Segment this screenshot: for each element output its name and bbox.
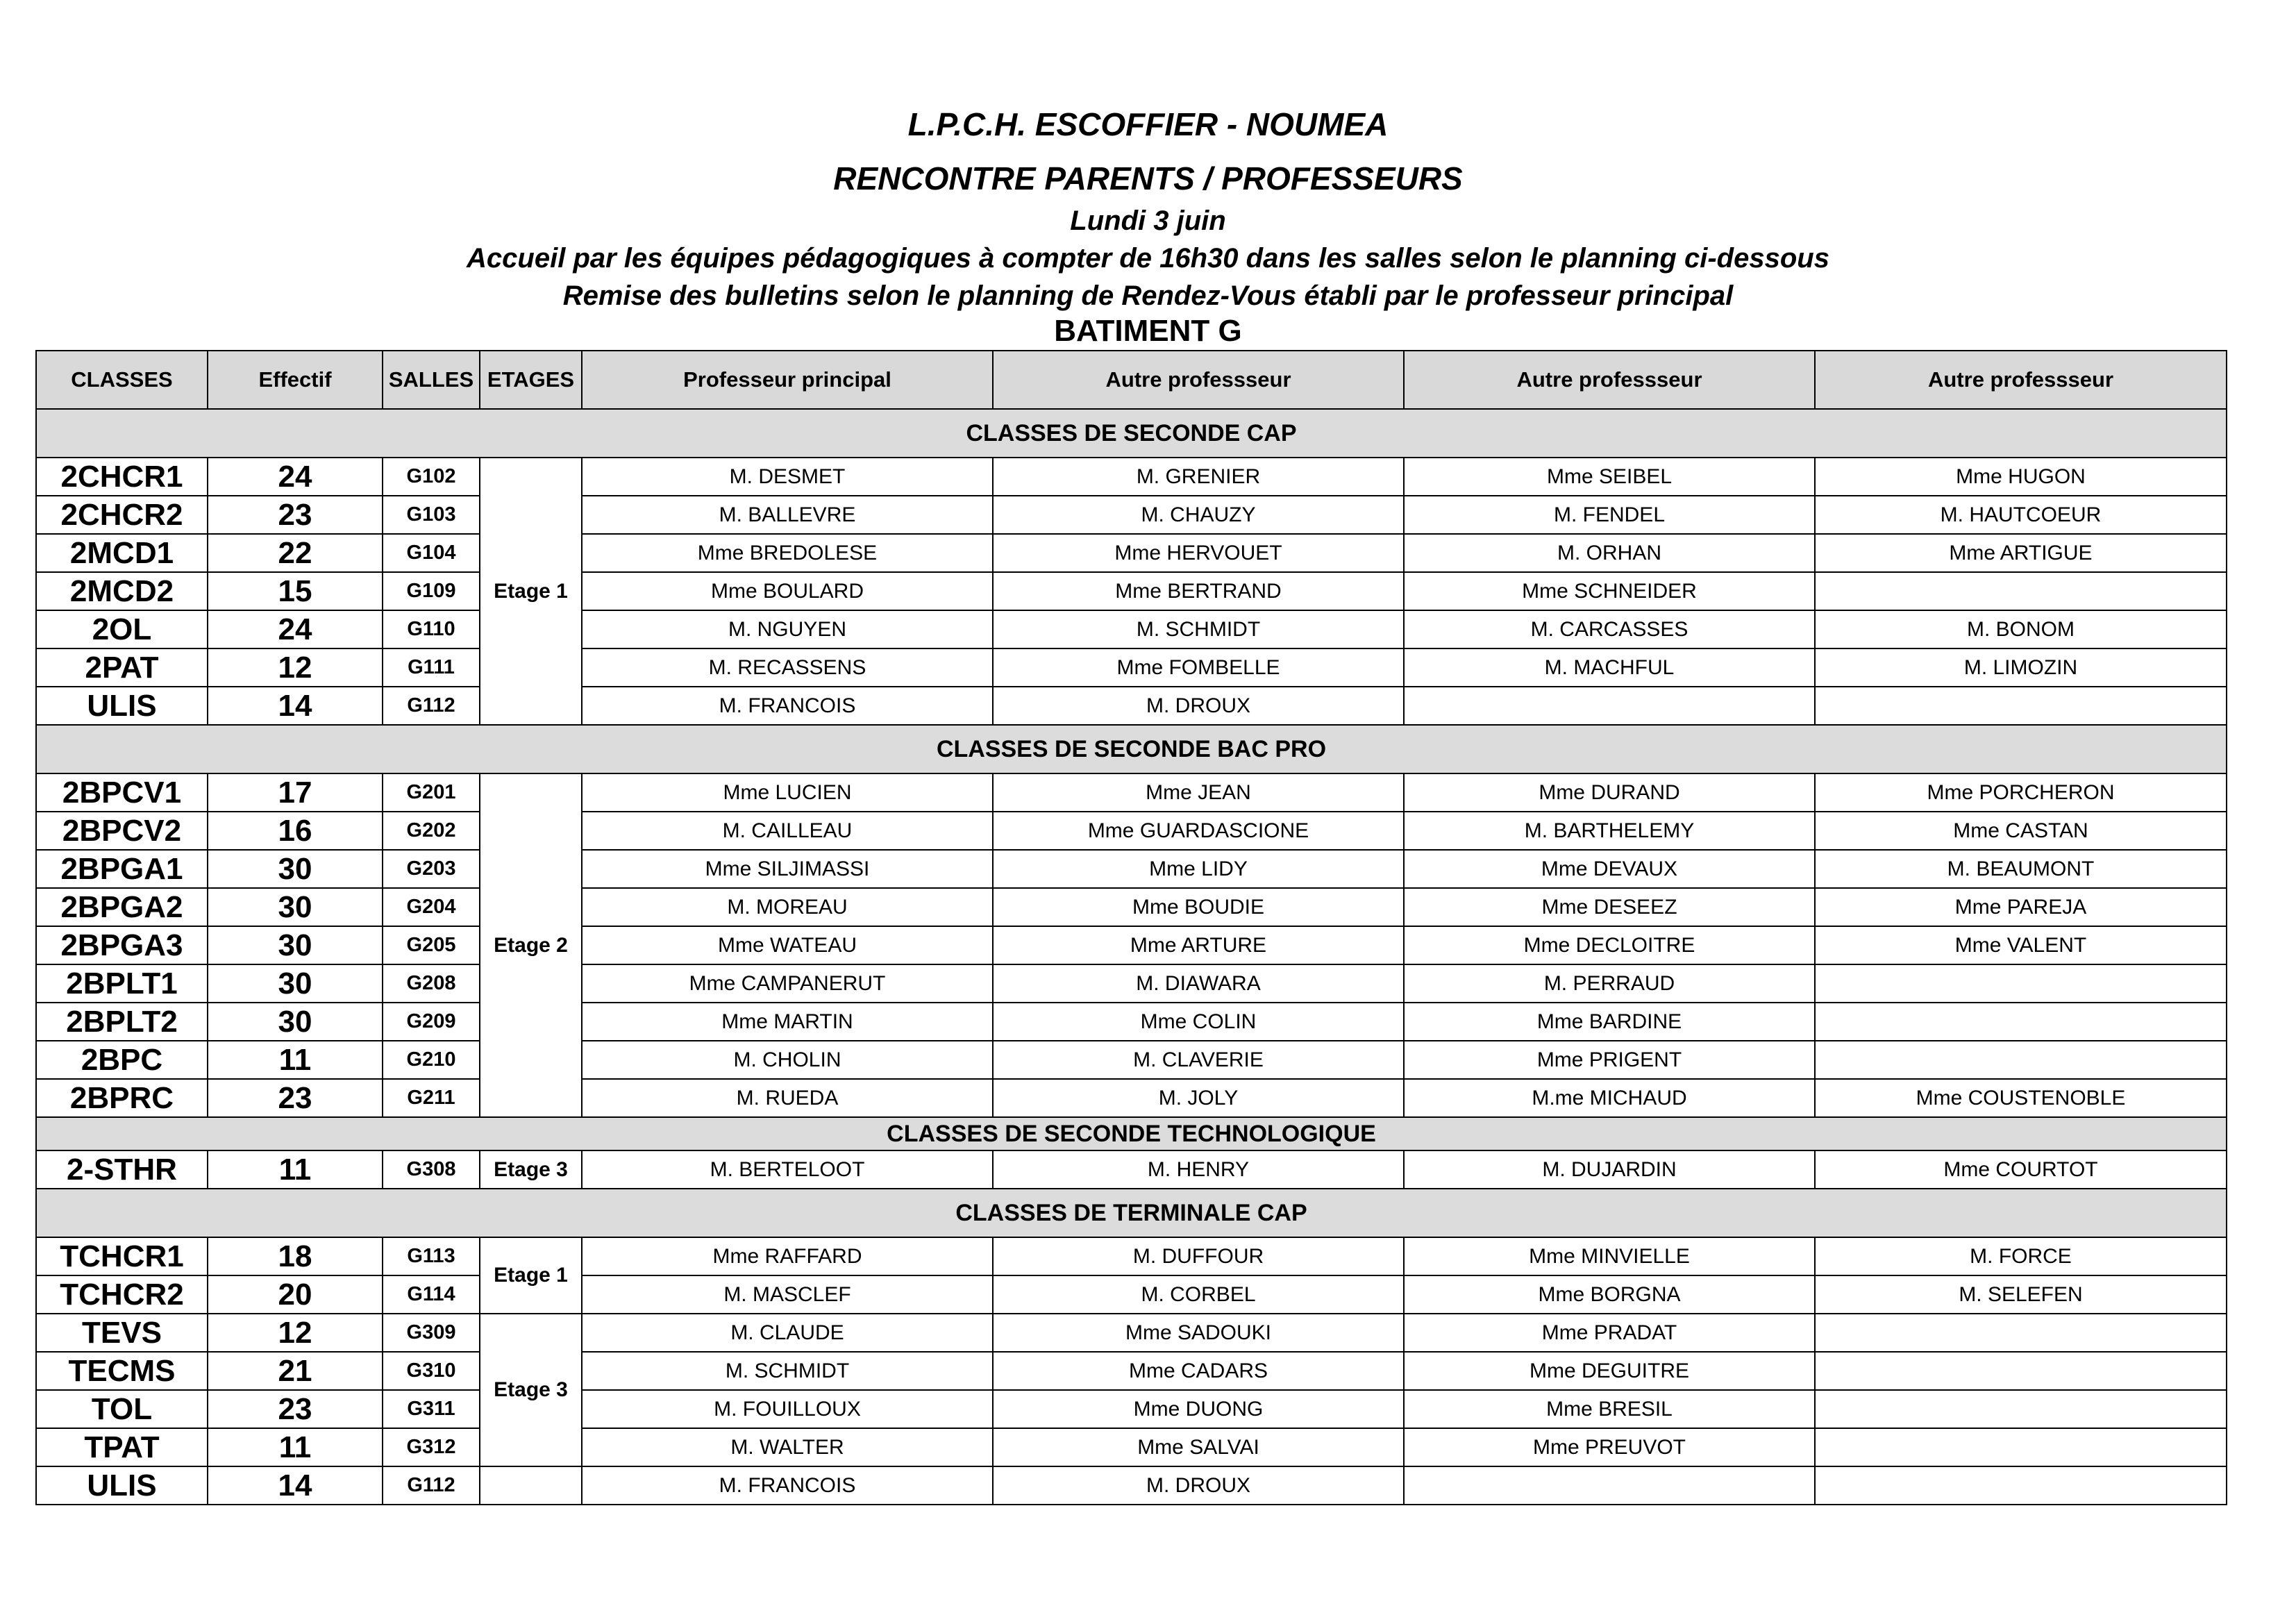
section-title: CLASSES DE SECONDE CAP bbox=[36, 409, 2227, 458]
table-row bbox=[36, 687, 2227, 725]
class-effectif: 30 bbox=[208, 888, 383, 926]
class-salle: G310 bbox=[383, 1352, 480, 1390]
prof-principal: M. RUEDA bbox=[582, 1079, 993, 1117]
bulletins-note: Remise des bulletins selon le planning de Rendez-Vous établi par le professeur principal bbox=[562, 281, 1734, 311]
class-effectif: 23 bbox=[208, 1079, 383, 1117]
class-salle: G104 bbox=[383, 534, 480, 572]
section-title: CLASSES DE SECONDE BAC PRO bbox=[36, 725, 2227, 773]
class-effectif: 30 bbox=[208, 964, 383, 1003]
class-name: 2BPC bbox=[36, 1041, 208, 1079]
class-name: TCHCR1 bbox=[36, 1237, 208, 1275]
col-prof-principal: Professeur principal bbox=[582, 351, 993, 409]
autre-prof: Mme HERVOUET bbox=[993, 534, 1404, 572]
prof-principal: Mme SILJIMASSI bbox=[582, 850, 993, 888]
autre-prof: M. FENDEL bbox=[1404, 496, 1815, 534]
prof-principal: M. MOREAU bbox=[582, 888, 993, 926]
table-row bbox=[36, 888, 2227, 926]
autre-prof: Mme COURTOT bbox=[1815, 1150, 2227, 1189]
autre-prof bbox=[1815, 964, 2227, 1003]
autre-prof: Mme FOMBELLE bbox=[993, 648, 1404, 687]
autre-prof: Mme PREUVOT bbox=[1404, 1428, 1815, 1466]
prof-principal: M. DESMET bbox=[582, 458, 993, 496]
section-header bbox=[36, 725, 2227, 773]
autre-prof bbox=[1815, 1314, 2227, 1352]
autre-prof: Mme BRESIL bbox=[1404, 1390, 1815, 1428]
class-effectif: 21 bbox=[208, 1352, 383, 1390]
schedule-table bbox=[35, 350, 2227, 1505]
autre-prof: M. DROUX bbox=[993, 687, 1404, 725]
table-row bbox=[36, 1390, 2227, 1428]
col-autre-prof-1: Autre professseur bbox=[993, 351, 1404, 409]
autre-prof: Mme CASTAN bbox=[1815, 812, 2227, 850]
table-row bbox=[36, 773, 2227, 812]
col-autre-prof-2: Autre professseur bbox=[1404, 351, 1815, 409]
autre-prof: Mme DURAND bbox=[1404, 773, 1815, 812]
autre-prof: Mme SADOUKI bbox=[993, 1314, 1404, 1352]
autre-prof: M. DUJARDIN bbox=[1404, 1150, 1815, 1189]
table-row bbox=[36, 1314, 2227, 1352]
table-row bbox=[36, 1352, 2227, 1390]
prof-principal: M. CHOLIN bbox=[582, 1041, 993, 1079]
autre-prof: Mme MINVIELLE bbox=[1404, 1237, 1815, 1275]
table-row bbox=[36, 458, 2227, 496]
event-title: RENCONTRE PARENTS / PROFESSEURS bbox=[833, 160, 1463, 196]
class-effectif: 22 bbox=[208, 534, 383, 572]
class-effectif: 24 bbox=[208, 458, 383, 496]
autre-prof: Mme SCHNEIDER bbox=[1404, 572, 1815, 610]
autre-prof: Mme DEGUITRE bbox=[1404, 1352, 1815, 1390]
prof-principal: Mme WATEAU bbox=[582, 926, 993, 964]
class-effectif: 17 bbox=[208, 773, 383, 812]
table-row bbox=[36, 610, 2227, 648]
class-salle: G114 bbox=[383, 1275, 480, 1314]
autre-prof: M. SELEFEN bbox=[1815, 1275, 2227, 1314]
class-name: 2BPRC bbox=[36, 1079, 208, 1117]
autre-prof: M. BARTHELEMY bbox=[1404, 812, 1815, 850]
class-name: 2CHCR2 bbox=[36, 496, 208, 534]
autre-prof bbox=[1815, 1003, 2227, 1041]
autre-prof: Mme DESEEZ bbox=[1404, 888, 1815, 926]
prof-principal: Mme BREDOLESE bbox=[582, 534, 993, 572]
prof-principal: M. FRANCOIS bbox=[582, 1466, 993, 1505]
class-salle: G210 bbox=[383, 1041, 480, 1079]
class-name: 2BPCV1 bbox=[36, 773, 208, 812]
autre-prof: M. CLAVERIE bbox=[993, 1041, 1404, 1079]
autre-prof: M. MACHFUL bbox=[1404, 648, 1815, 687]
prof-principal: M. RECASSENS bbox=[582, 648, 993, 687]
autre-prof: Mme DECLOITRE bbox=[1404, 926, 1815, 964]
autre-prof: M. DIAWARA bbox=[993, 964, 1404, 1003]
etage-cell: Etage 1 bbox=[480, 458, 582, 725]
autre-prof: M. CARCASSES bbox=[1404, 610, 1815, 648]
class-effectif: 11 bbox=[208, 1428, 383, 1466]
class-salle: G312 bbox=[383, 1428, 480, 1466]
autre-prof: M. HENRY bbox=[993, 1150, 1404, 1189]
table-row bbox=[36, 648, 2227, 687]
autre-prof: M. CORBEL bbox=[993, 1275, 1404, 1314]
prof-principal: Mme BOULARD bbox=[582, 572, 993, 610]
table-row bbox=[36, 1275, 2227, 1314]
class-effectif: 30 bbox=[208, 1003, 383, 1041]
class-name: ULIS bbox=[36, 687, 208, 725]
etage-cell: Etage 3 bbox=[480, 1150, 582, 1189]
autre-prof: Mme BERTRAND bbox=[993, 572, 1404, 610]
class-salle: G203 bbox=[383, 850, 480, 888]
autre-prof: Mme DUONG bbox=[993, 1390, 1404, 1428]
table-row bbox=[36, 1428, 2227, 1466]
class-name: 2MCD1 bbox=[36, 534, 208, 572]
class-effectif: 12 bbox=[208, 648, 383, 687]
autre-prof bbox=[1815, 1466, 2227, 1505]
autre-prof: M. SCHMIDT bbox=[993, 610, 1404, 648]
section-header bbox=[36, 409, 2227, 458]
prof-principal: M. NGUYEN bbox=[582, 610, 993, 648]
col-classes: CLASSES bbox=[36, 351, 208, 409]
autre-prof: M. LIMOZIN bbox=[1815, 648, 2227, 687]
autre-prof: M. ORHAN bbox=[1404, 534, 1815, 572]
class-effectif: 30 bbox=[208, 926, 383, 964]
class-effectif: 15 bbox=[208, 572, 383, 610]
autre-prof: Mme GUARDASCIONE bbox=[993, 812, 1404, 850]
class-name: 2BPCV2 bbox=[36, 812, 208, 850]
section-title: CLASSES DE TERMINALE CAP bbox=[36, 1189, 2227, 1237]
class-name: ULIS bbox=[36, 1466, 208, 1505]
autre-prof: Mme DEVAUX bbox=[1404, 850, 1815, 888]
autre-prof bbox=[1815, 1390, 2227, 1428]
prof-principal: M. BERTELOOT bbox=[582, 1150, 993, 1189]
table-row bbox=[36, 1041, 2227, 1079]
class-salle: G111 bbox=[383, 648, 480, 687]
table-row bbox=[36, 926, 2227, 964]
class-name: TPAT bbox=[36, 1428, 208, 1466]
class-salle: G311 bbox=[383, 1390, 480, 1428]
prof-principal: Mme CAMPANERUT bbox=[582, 964, 993, 1003]
class-effectif: 23 bbox=[208, 496, 383, 534]
autre-prof: Mme LIDY bbox=[993, 850, 1404, 888]
table-row bbox=[36, 534, 2227, 572]
class-name: 2MCD2 bbox=[36, 572, 208, 610]
prof-principal: Mme RAFFARD bbox=[582, 1237, 993, 1275]
class-salle: G110 bbox=[383, 610, 480, 648]
etage-cell: Etage 2 bbox=[480, 773, 582, 1117]
prof-principal: M. MASCLEF bbox=[582, 1275, 993, 1314]
col-effectif: Effectif bbox=[208, 351, 383, 409]
school-title: L.P.C.H. ESCOFFIER - NOUMEA bbox=[907, 106, 1389, 142]
autre-prof: M. HAUTCOEUR bbox=[1815, 496, 2227, 534]
prof-principal: M. FRANCOIS bbox=[582, 687, 993, 725]
autre-prof: Mme PAREJA bbox=[1815, 888, 2227, 926]
class-name: TEVS bbox=[36, 1314, 208, 1352]
autre-prof: Mme ARTIGUE bbox=[1815, 534, 2227, 572]
autre-prof: Mme PRIGENT bbox=[1404, 1041, 1815, 1079]
class-name: 2OL bbox=[36, 610, 208, 648]
class-salle: G103 bbox=[383, 496, 480, 534]
class-salle: G202 bbox=[383, 812, 480, 850]
class-effectif: 16 bbox=[208, 812, 383, 850]
autre-prof: Mme COLIN bbox=[993, 1003, 1404, 1041]
class-effectif: 12 bbox=[208, 1314, 383, 1352]
autre-prof bbox=[1404, 1466, 1815, 1505]
autre-prof bbox=[1815, 572, 2227, 610]
col-autre-prof-3: Autre professseur bbox=[1815, 351, 2227, 409]
autre-prof: Mme BARDINE bbox=[1404, 1003, 1815, 1041]
table-row bbox=[36, 572, 2227, 610]
autre-prof: Mme PORCHERON bbox=[1815, 773, 2227, 812]
table-row bbox=[36, 1237, 2227, 1275]
class-salle: G112 bbox=[383, 1466, 480, 1505]
class-effectif: 14 bbox=[208, 1466, 383, 1505]
table-row bbox=[36, 850, 2227, 888]
class-salle: G113 bbox=[383, 1237, 480, 1275]
autre-prof: Mme PRADAT bbox=[1404, 1314, 1815, 1352]
autre-prof: Mme SEIBEL bbox=[1404, 458, 1815, 496]
schedule-body bbox=[36, 409, 2227, 1505]
prof-principal: M. BALLEVRE bbox=[582, 496, 993, 534]
welcome-note: Accueil par les équipes pédagogiques à compter de 16h30 dans les salles selon le planning ci-dessous bbox=[467, 243, 1829, 274]
autre-prof: M. JOLY bbox=[993, 1079, 1404, 1117]
class-effectif: 24 bbox=[208, 610, 383, 648]
class-name: TCHCR2 bbox=[36, 1275, 208, 1314]
class-salle: G309 bbox=[383, 1314, 480, 1352]
etage-cell bbox=[480, 1466, 582, 1505]
autre-prof: Mme CADARS bbox=[993, 1352, 1404, 1390]
autre-prof bbox=[1815, 687, 2227, 725]
autre-prof: Mme VALENT bbox=[1815, 926, 2227, 964]
autre-prof: Mme ARTURE bbox=[993, 926, 1404, 964]
autre-prof bbox=[1815, 1041, 2227, 1079]
class-salle: G308 bbox=[383, 1150, 480, 1189]
table-row bbox=[36, 1079, 2227, 1117]
section-title: CLASSES DE SECONDE TECHNOLOGIQUE bbox=[36, 1117, 2227, 1150]
prof-principal: M. WALTER bbox=[582, 1428, 993, 1466]
table-row bbox=[36, 496, 2227, 534]
autre-prof: M.me MICHAUD bbox=[1404, 1079, 1815, 1117]
class-name: 2PAT bbox=[36, 648, 208, 687]
autre-prof: Mme COUSTENOBLE bbox=[1815, 1079, 2227, 1117]
class-name: 2CHCR1 bbox=[36, 458, 208, 496]
autre-prof bbox=[1815, 1352, 2227, 1390]
table-row bbox=[36, 1150, 2227, 1189]
table-row bbox=[36, 812, 2227, 850]
autre-prof: M. BEAUMONT bbox=[1815, 850, 2227, 888]
autre-prof: M. DUFFOUR bbox=[993, 1237, 1404, 1275]
autre-prof: Mme JEAN bbox=[993, 773, 1404, 812]
class-salle: G211 bbox=[383, 1079, 480, 1117]
class-name: 2BPGA2 bbox=[36, 888, 208, 926]
prof-principal: M. CLAUDE bbox=[582, 1314, 993, 1352]
class-effectif: 18 bbox=[208, 1237, 383, 1275]
prof-principal: M. SCHMIDT bbox=[582, 1352, 993, 1390]
autre-prof bbox=[1815, 1428, 2227, 1466]
prof-principal: M. CAILLEAU bbox=[582, 812, 993, 850]
col-etages: ETAGES bbox=[480, 351, 582, 409]
class-effectif: 30 bbox=[208, 850, 383, 888]
autre-prof: M. GRENIER bbox=[993, 458, 1404, 496]
class-salle: G208 bbox=[383, 964, 480, 1003]
class-effectif: 11 bbox=[208, 1150, 383, 1189]
class-salle: G209 bbox=[383, 1003, 480, 1041]
autre-prof: M. CHAUZY bbox=[993, 496, 1404, 534]
class-name: 2BPGA3 bbox=[36, 926, 208, 964]
prof-principal: Mme MARTIN bbox=[582, 1003, 993, 1041]
table-row bbox=[36, 1003, 2227, 1041]
class-salle: G204 bbox=[383, 888, 480, 926]
autre-prof: M. BONOM bbox=[1815, 610, 2227, 648]
autre-prof: Mme HUGON bbox=[1815, 458, 2227, 496]
col-salles: SALLES bbox=[383, 351, 480, 409]
autre-prof: M. PERRAUD bbox=[1404, 964, 1815, 1003]
class-name: 2BPLT1 bbox=[36, 964, 208, 1003]
class-salle: G112 bbox=[383, 687, 480, 725]
autre-prof: M. DROUX bbox=[993, 1466, 1404, 1505]
class-salle: G102 bbox=[383, 458, 480, 496]
class-effectif: 20 bbox=[208, 1275, 383, 1314]
class-salle: G201 bbox=[383, 773, 480, 812]
autre-prof: Mme BOUDIE bbox=[993, 888, 1404, 926]
table-row bbox=[36, 1466, 2227, 1505]
class-name: TECMS bbox=[36, 1352, 208, 1390]
class-salle: G109 bbox=[383, 572, 480, 610]
class-name: 2BPLT2 bbox=[36, 1003, 208, 1041]
class-effectif: 11 bbox=[208, 1041, 383, 1079]
etage-cell: Etage 1 bbox=[480, 1237, 582, 1314]
autre-prof: M. FORCE bbox=[1815, 1237, 2227, 1275]
class-name: TOL bbox=[36, 1390, 208, 1428]
prof-principal: M. FOUILLOUX bbox=[582, 1390, 993, 1428]
etage-cell: Etage 3 bbox=[480, 1314, 582, 1466]
prof-principal: Mme LUCIEN bbox=[582, 773, 993, 812]
building-label: BATIMENT G bbox=[1054, 314, 1242, 348]
class-salle: G205 bbox=[383, 926, 480, 964]
autre-prof: Mme BORGNA bbox=[1404, 1275, 1815, 1314]
header-row bbox=[36, 351, 2227, 409]
class-effectif: 23 bbox=[208, 1390, 383, 1428]
autre-prof: Mme SALVAI bbox=[993, 1428, 1404, 1466]
class-name: 2-STHR bbox=[36, 1150, 208, 1189]
autre-prof bbox=[1404, 687, 1815, 725]
class-effectif: 14 bbox=[208, 687, 383, 725]
class-name: 2BPGA1 bbox=[36, 850, 208, 888]
section-header bbox=[36, 1189, 2227, 1237]
event-date: Lundi 3 juin bbox=[1070, 206, 1226, 236]
table-row bbox=[36, 964, 2227, 1003]
section-header bbox=[36, 1117, 2227, 1150]
